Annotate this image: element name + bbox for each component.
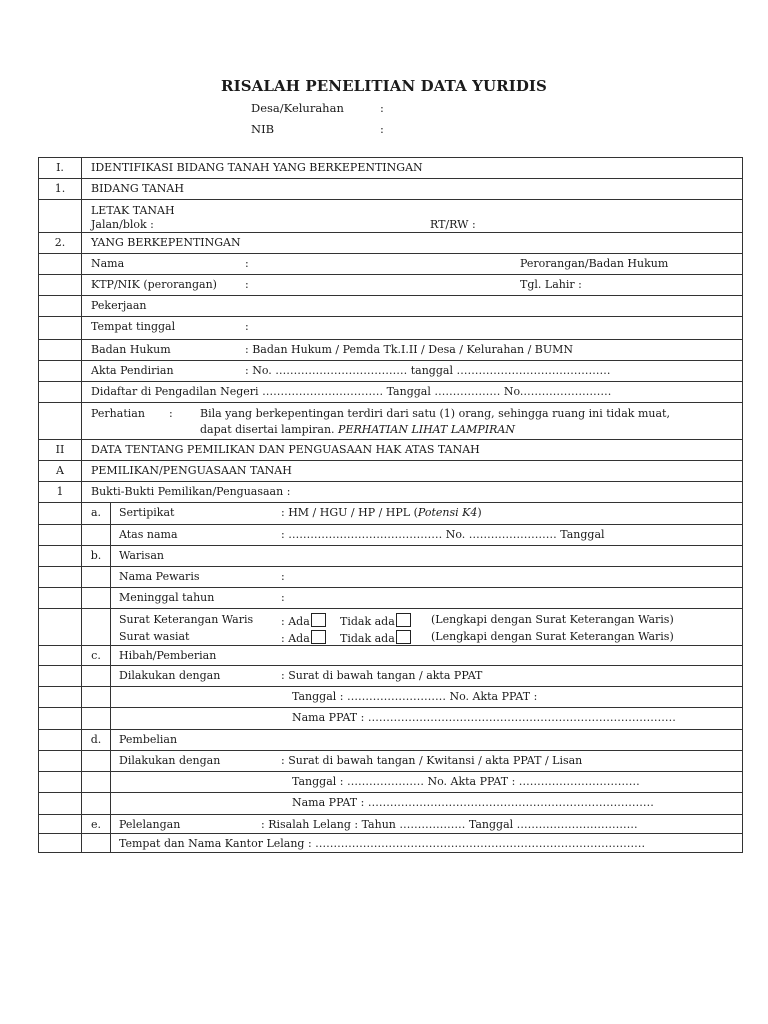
pembelian-dilakukan-value: : Surat di bawah tangan / Kwitansi / akta PPAT / Lisan	[281, 754, 583, 767]
item-letter: d.	[82, 730, 111, 751]
sertipikat-potensi: Potensi K4	[417, 506, 478, 519]
pelelangan-row	[39, 815, 743, 834]
perhatian-text-line2	[200, 423, 515, 436]
wasiat-tidak-ada-checkbox[interactable]	[396, 630, 411, 644]
skw-tidak-ada-checkbox[interactable]	[396, 613, 411, 627]
nama-colon: :	[245, 257, 249, 270]
kantor-lelang-value: Tempat dan Nama Kantor Lelang : ………………………………………………………………………………	[119, 837, 646, 850]
sertipikat-row	[39, 503, 743, 525]
item-letter: c.	[82, 646, 111, 666]
letak-tanah-row	[39, 200, 743, 233]
item-letter: b.	[82, 546, 111, 567]
perhatian-text-line1: Bila yang berkepentingan terdiri dari satu (1) orang, sehingga ruang ini tidak muat,	[200, 407, 670, 420]
pembelian-tanggal-value: Tanggal : ………………… No. Akta PPAT : ……………………………	[292, 775, 640, 788]
tempat-tinggal-colon: :	[245, 320, 249, 333]
akta-pendirian-value: : No. ……………………………… tanggal ……………………………………	[245, 364, 611, 377]
akta-pendirian-row	[39, 361, 743, 382]
pembelian-label: Pembelian	[119, 733, 178, 746]
skw-ada-checkbox[interactable]	[311, 613, 326, 627]
sertipikat-label: Sertipikat	[119, 506, 175, 519]
skw-lengkapi-note: (Lengkapi dengan Surat Keterangan Waris)	[431, 613, 674, 626]
skw-ada-label: : Ada	[281, 615, 310, 628]
nama-pewaris-colon: :	[281, 570, 285, 583]
wasiat-ada-option	[281, 630, 328, 645]
tempat-tinggal-row	[39, 317, 743, 340]
pemilikan-label: PEMILIKAN/PENGUASAAN TANAH	[91, 464, 292, 477]
wasiat-lengkapi-note: (Lengkapi dengan Surat Keterangan Waris)	[431, 630, 674, 643]
berkepentingan-label: YANG BERKEPENTINGAN	[91, 236, 241, 249]
nama-row	[39, 254, 743, 275]
ktp-label: KTP/NIK (perorangan)	[91, 278, 217, 291]
pemilikan-row	[39, 461, 743, 482]
atas-nama-value: : …………………………………… No. …………………… Tanggal	[281, 528, 605, 541]
section-title: IDENTIFIKASI BIDANG TANAH YANG BERKEPENTINGAN	[91, 161, 423, 174]
rt-rw-label: RT/RW :	[430, 218, 476, 231]
ktp-colon: :	[245, 278, 249, 291]
hibah-row	[39, 646, 743, 666]
hibah-nama-ppat-value: Nama PPAT : …………………………………………………………………………	[292, 711, 676, 724]
warisan-label: Warisan	[119, 549, 164, 562]
badan-hukum-label: Badan Hukum	[91, 343, 171, 356]
skw-tidak-ada-option	[340, 613, 413, 628]
tgl-lahir-label: Tgl. Lahir :	[520, 278, 582, 291]
pembelian-row	[39, 730, 743, 751]
wasiat-ada-label: : Ada	[281, 632, 310, 645]
section-i-row	[39, 158, 743, 179]
wasiat-ada-checkbox[interactable]	[311, 630, 326, 644]
atas-nama-row	[39, 525, 743, 546]
row-number: 2.	[39, 233, 82, 254]
pelelangan-label: Pelelangan	[119, 818, 181, 831]
page-title: RISALAH PENELITIAN DATA YURIDIS	[221, 77, 547, 95]
berkepentingan-row	[39, 233, 743, 254]
hibah-tanggal-value: Tanggal : ……………………… No. Akta PPAT :	[292, 690, 538, 703]
pembelian-tanggal-row	[39, 772, 743, 793]
nama-pewaris-row	[39, 567, 743, 588]
desa-label: Desa/Kelurahan	[251, 101, 344, 115]
perorangan-badan-hukum-label: Perorangan/Badan Hukum	[520, 257, 669, 270]
bukti-row	[39, 482, 743, 503]
wasiat-label: Surat wasiat	[119, 630, 190, 643]
didaftar-value: Didaftar di Pengadilan Negeri …………………………… Tanggal ……………… No.……………………	[91, 385, 612, 398]
nib-colon: :	[380, 122, 384, 136]
perhatian-row	[39, 403, 743, 440]
meninggal-tahun-row	[39, 588, 743, 609]
akta-pendirian-label: Akta Pendirian	[91, 364, 174, 377]
item-letter: a.	[82, 503, 111, 525]
desa-colon: :	[380, 101, 384, 115]
row-number: I.	[39, 158, 82, 179]
pembelian-nama-ppat-value: Nama PPAT : ……………………………………………………………………	[292, 796, 654, 809]
didaftar-row	[39, 382, 743, 403]
perhatian-lihat-lampiran: PERHATIAN LIHAT LAMPIRAN	[338, 423, 515, 436]
section-ii-row	[39, 440, 743, 461]
pekerjaan-label: Pekerjaan	[91, 299, 147, 312]
pembelian-dilakukan-row	[39, 751, 743, 772]
hibah-label: Hibah/Pemberian	[119, 649, 217, 662]
row-number: 1	[39, 482, 82, 503]
bidang-tanah-label: BIDANG TANAH	[91, 182, 184, 195]
perhatian-colon: :	[169, 407, 173, 420]
hibah-tanggal-row	[39, 687, 743, 708]
skw-label: Surat Keterangan Waris	[119, 613, 254, 626]
nama-label: Nama	[91, 257, 125, 270]
atas-nama-label: Atas nama	[119, 528, 178, 541]
surat-waris-row	[39, 609, 743, 646]
skw-tidak-ada-label: Tidak ada	[340, 615, 395, 628]
kantor-lelang-row	[39, 834, 743, 853]
hibah-dilakukan-row	[39, 666, 743, 687]
pembelian-dilakukan-label: Dilakukan dengan	[119, 754, 221, 767]
pembelian-nama-ppat-row	[39, 793, 743, 815]
warisan-row	[39, 546, 743, 567]
sertipikat-value	[281, 506, 482, 519]
sertipikat-types: : HM / HGU / HP / HPL (	[281, 506, 418, 519]
form-table	[38, 157, 743, 853]
hibah-dilakukan-value: : Surat di bawah tangan / akta PPAT	[281, 669, 483, 682]
meninggal-tahun-label: Meninggal tahun	[119, 591, 215, 604]
badan-hukum-value: : Badan Hukum / Pemda Tk.I.II / Desa / Kelurahan / BUMN	[245, 343, 574, 356]
bidang-tanah-row	[39, 179, 743, 200]
sertipikat-close: )	[477, 506, 482, 519]
skw-ada-option	[281, 613, 328, 628]
jalan-blok-label: Jalan/blok :	[91, 218, 154, 231]
wasiat-tidak-ada-label: Tidak ada	[340, 632, 395, 645]
hibah-dilakukan-label: Dilakukan dengan	[119, 669, 221, 682]
row-number: II	[39, 440, 82, 461]
bukti-label: Bukti-Bukti Pemilikan/Penguasaan :	[91, 485, 291, 498]
section-title: DATA TENTANG PEMILIKAN DAN PENGUASAAN HAK ATAS TANAH	[91, 443, 480, 456]
hibah-nama-ppat-row	[39, 708, 743, 730]
ktp-row	[39, 275, 743, 296]
item-letter: e.	[82, 815, 111, 834]
row-number: 1.	[39, 179, 82, 200]
letak-tanah-label: LETAK TANAH	[91, 204, 175, 217]
tempat-tinggal-label: Tempat tinggal	[91, 320, 176, 333]
pelelangan-value: : Risalah Lelang : Tahun ……………… Tanggal ……………………………	[261, 818, 638, 831]
pekerjaan-row	[39, 296, 743, 317]
perhatian-lampiran-text: dapat disertai lampiran.	[200, 423, 335, 436]
wasiat-tidak-ada-option	[340, 630, 413, 645]
nib-label: NIB	[251, 122, 275, 136]
badan-hukum-row	[39, 340, 743, 361]
meninggal-tahun-colon: :	[281, 591, 285, 604]
row-number: A	[39, 461, 82, 482]
perhatian-label: Perhatian	[91, 407, 145, 420]
nama-pewaris-label: Nama Pewaris	[119, 570, 200, 583]
